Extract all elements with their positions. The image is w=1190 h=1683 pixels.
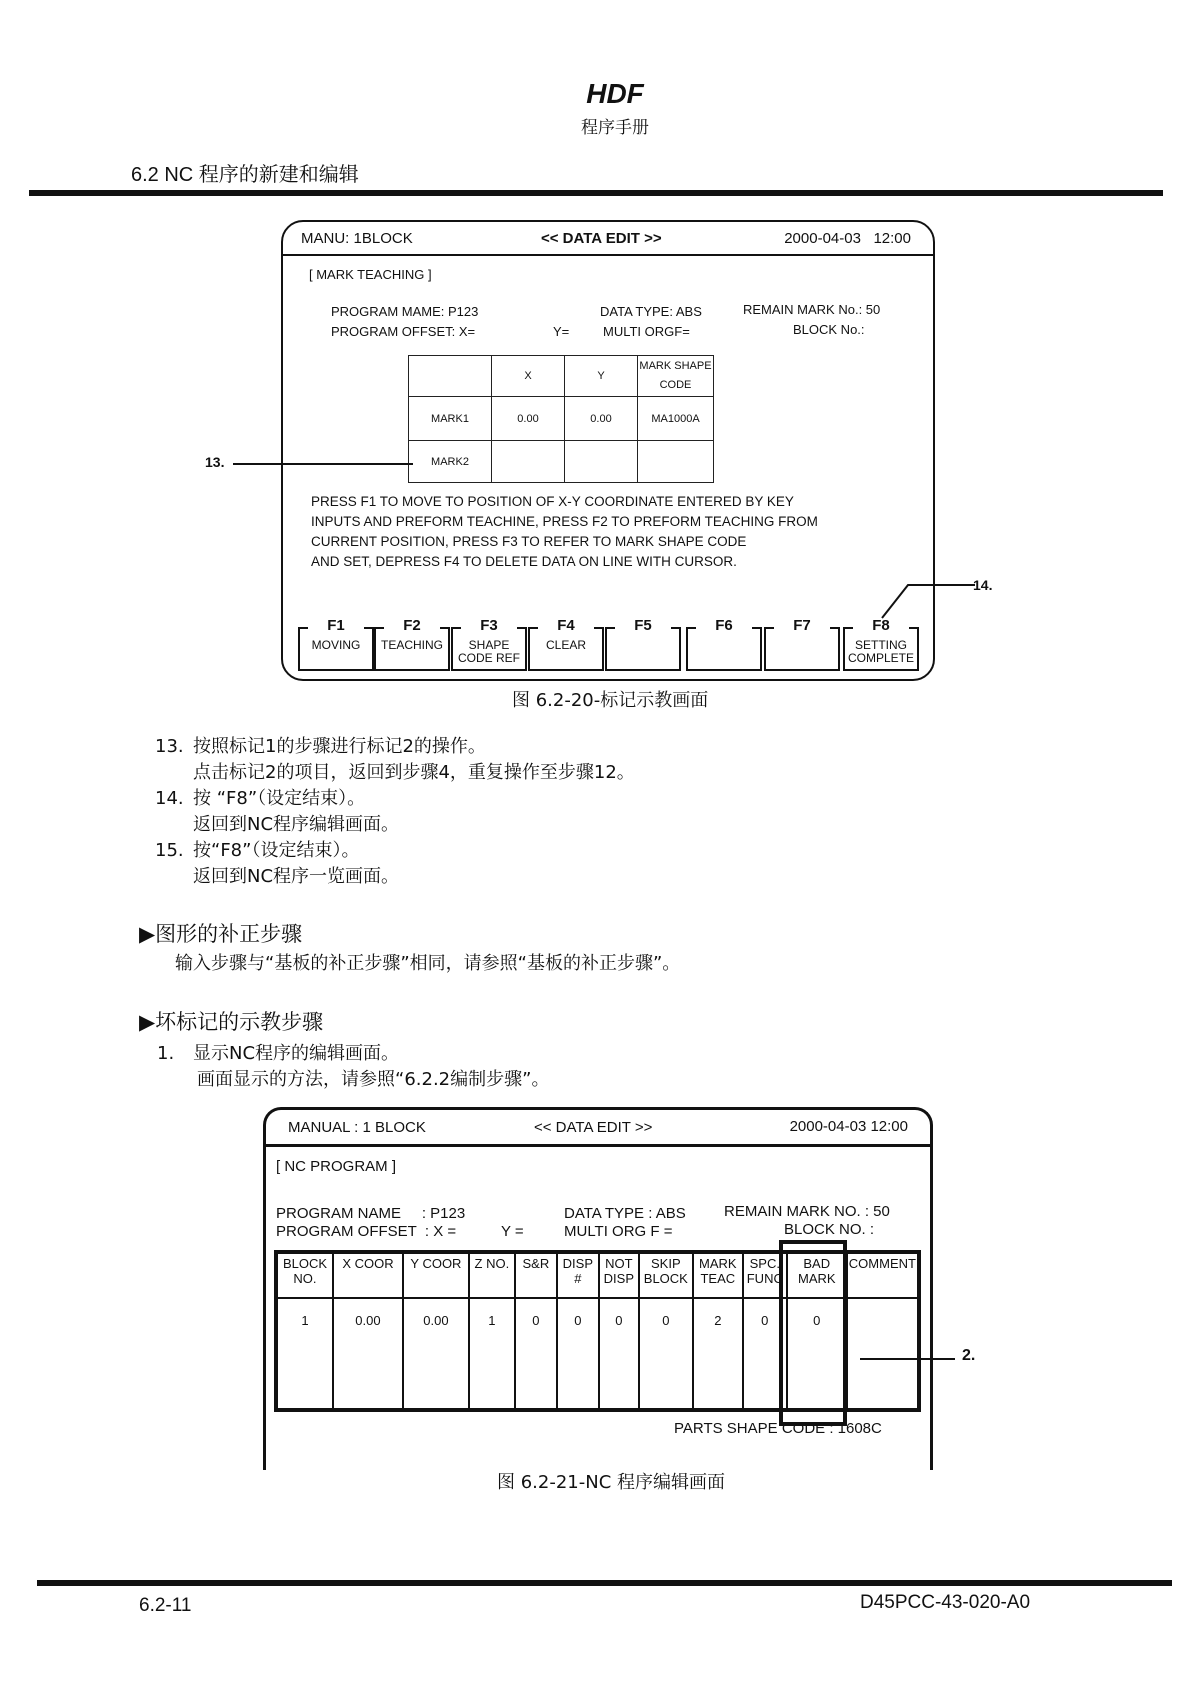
key-label: SETTING COMPLETE (847, 638, 914, 665)
page-number: 6.2-11 (139, 1595, 192, 1616)
column-header: DISP # (557, 1252, 599, 1298)
cell[interactable]: MA1000A (638, 397, 714, 441)
column-header: X COOR (333, 1252, 403, 1298)
cell[interactable]: 0 (557, 1298, 599, 1410)
program-name: PROGRAM MAME: P123 (331, 304, 479, 319)
step-text: 点击标记2的项目，返回到步骤4，重复操作至步骤12。 (193, 762, 635, 783)
cell[interactable]: 1 (469, 1298, 515, 1410)
column-header: MARK TEAC (693, 1252, 743, 1298)
step-number: 1. (157, 1043, 175, 1064)
data-type: DATA TYPE : ABS (564, 1205, 686, 1222)
column-header: COMMENT (847, 1252, 919, 1298)
panel-title: [ NC PROGRAM ] (276, 1158, 397, 1175)
step-text: 画面显示的方法，请参照“6.2.2编制步骤”。 (197, 1069, 550, 1090)
function-key-f4[interactable] (528, 617, 604, 671)
mode-label: MANUAL : 1 BLOCK (288, 1119, 426, 1136)
key-number: F4 (554, 617, 578, 634)
section-heading: 6.2 NC 程序的新建和编辑 (131, 164, 359, 186)
datetime: 2000-04-03 12:00 (789, 1118, 908, 1135)
key-label: CLEAR (545, 638, 586, 652)
cell[interactable]: 0 (599, 1298, 639, 1410)
table-row[interactable] (409, 397, 714, 441)
column-header: SKIP BLOCK (639, 1252, 693, 1298)
callout-13: 13. (205, 454, 225, 470)
top-divider (29, 190, 1163, 196)
bad-mark-steps (157, 1041, 549, 1093)
key-number: F8 (869, 617, 893, 634)
program-offset: PROGRAM OFFSET : X = (276, 1223, 457, 1240)
callout-line-2 (860, 1358, 955, 1360)
column-header: BLOCK NO. (276, 1252, 333, 1298)
key-number: F2 (400, 617, 424, 634)
cell[interactable]: 0 (743, 1298, 787, 1410)
offset-y: Y= (553, 324, 570, 339)
column-header: Z NO. (469, 1252, 515, 1298)
cell[interactable]: 1 (276, 1298, 333, 1410)
function-key-f7[interactable] (764, 617, 840, 671)
shape-correction-text: 输入步骤与“基板的补正步骤”相同，请参照“基板的补正步骤”。 (175, 953, 681, 974)
cell[interactable] (565, 441, 638, 483)
remain-mark: REMAIN MARK NO. : 50 (724, 1203, 890, 1220)
cell[interactable] (847, 1298, 919, 1410)
datetime: 2000-04-03 12:00 (784, 230, 911, 247)
screen-header (266, 1110, 930, 1147)
steps-list (155, 734, 635, 890)
multi-org: MULTI ORGF= (603, 324, 690, 339)
column-header: S&R (515, 1252, 557, 1298)
step-number: 13. (155, 736, 184, 757)
header-x: X (492, 356, 565, 397)
help-text (311, 492, 818, 572)
key-label: TEACHING (380, 638, 443, 652)
cell[interactable]: 0.00 (333, 1298, 403, 1410)
cell[interactable] (638, 441, 714, 483)
panel-title: [ MARK TEACHING ] (309, 267, 432, 282)
cell[interactable] (492, 441, 565, 483)
mark-teaching-screen (281, 220, 935, 681)
cell[interactable]: 0.00 (565, 397, 638, 441)
bottom-divider (37, 1580, 1172, 1586)
figure-caption-1: 图 6.2-20-标记示教画面 (512, 690, 709, 711)
brand-title: HDF (586, 78, 644, 109)
cell[interactable]: 0 (639, 1298, 693, 1410)
callout-line-14 (880, 575, 980, 620)
mode-label: MANU: 1BLOCK (301, 230, 413, 247)
callout-2: 2. (962, 1347, 976, 1364)
column-header: NOT DISP (599, 1252, 639, 1298)
header-y: Y (565, 356, 638, 397)
function-key-f6[interactable] (686, 617, 762, 671)
key-number: F7 (790, 617, 814, 634)
manual-subtitle: 程序手册 (581, 118, 649, 138)
offset-y: Y = (501, 1223, 524, 1240)
remain-mark: REMAIN MARK No.: 50 (743, 302, 881, 317)
key-number: F5 (631, 617, 655, 634)
function-key-f1[interactable] (298, 617, 374, 671)
header-mark-shape-code: MARK SHAPE CODE (638, 356, 714, 397)
key-label: SHAPE CODE REF (457, 638, 520, 665)
column-header: BAD MARK (787, 1252, 847, 1298)
column-header: SPC. FUNC (743, 1252, 787, 1298)
help-line: PRESS F1 TO MOVE TO POSITION OF X-Y COORDINATE ENTERED BY KEY (311, 494, 794, 509)
function-key-f8[interactable] (843, 617, 919, 671)
step-number: 15. (155, 840, 184, 861)
cell[interactable]: MARK1 (409, 397, 492, 441)
column-header: Y COOR (403, 1252, 469, 1298)
step-number: 14. (155, 788, 184, 809)
cell[interactable]: 0 (787, 1298, 847, 1410)
help-line: INPUTS AND PREFORM TEACHINE, PRESS F2 TO PREFORM TEACHING FROM (311, 514, 818, 529)
program-offset: PROGRAM OFFSET: X= (331, 324, 476, 339)
cell[interactable]: 0.00 (492, 397, 565, 441)
function-key-f3[interactable] (451, 617, 527, 671)
key-number: F3 (477, 617, 501, 634)
callout-14: 14. (973, 577, 993, 593)
step-text: 按“F8”（设定结束）。 (193, 840, 360, 861)
parts-shape-code: PARTS SHAPE CODE : 1608C (674, 1420, 882, 1437)
table-row[interactable] (409, 441, 714, 483)
document-code: D45PCC-43-020-A0 (860, 1592, 1031, 1613)
mark-table (408, 355, 714, 483)
cell[interactable]: MARK2 (409, 441, 492, 483)
block-no: BLOCK No.: (793, 322, 865, 337)
callout-line-13 (233, 463, 413, 465)
function-key-f2[interactable] (374, 617, 450, 671)
cell[interactable]: 0.00 (403, 1298, 469, 1410)
step-text: 按照标记1的步骤进行标记2的操作。 (193, 736, 486, 757)
step-text: 显示NC程序的编辑画面。 (193, 1043, 400, 1064)
function-key-f5[interactable] (605, 617, 681, 671)
screen-title: << DATA EDIT >> (541, 230, 662, 247)
help-line: CURRENT POSITION, PRESS F3 TO REFER TO MARK SHAPE CODE (311, 534, 747, 549)
help-line: AND SET, DEPRESS F4 TO DELETE DATA ON LINE WITH CURSOR. (311, 554, 737, 569)
multi-org: MULTI ORG F = (564, 1223, 673, 1240)
program-name: PROGRAM NAME : P123 (276, 1205, 466, 1222)
block-no: BLOCK NO. : (784, 1221, 875, 1238)
key-label: MOVING (311, 638, 361, 652)
figure-caption-2: 图 6.2-21-NC 程序编辑画面 (497, 1472, 725, 1493)
screen-header (283, 222, 933, 256)
shape-correction-heading: ▶图形的补正步骤 (139, 922, 303, 946)
key-number: F6 (712, 617, 736, 634)
cell[interactable]: 0 (515, 1298, 557, 1410)
screen-title: << DATA EDIT >> (534, 1119, 653, 1136)
bad-mark-heading: ▶坏标记的示教步骤 (139, 1010, 324, 1034)
step-text: 返回到NC程序一览画面。 (193, 866, 400, 887)
key-number: F1 (324, 617, 348, 634)
bad-mark-highlight (779, 1240, 847, 1426)
step-text: 返回到NC程序编辑画面。 (193, 814, 400, 835)
step-text: 按 “F8”（设定结束）。 (193, 788, 366, 809)
cell[interactable]: 2 (693, 1298, 743, 1410)
header-cell (409, 356, 492, 397)
data-type: DATA TYPE: ABS (600, 304, 702, 319)
nc-program-screen (263, 1107, 933, 1470)
